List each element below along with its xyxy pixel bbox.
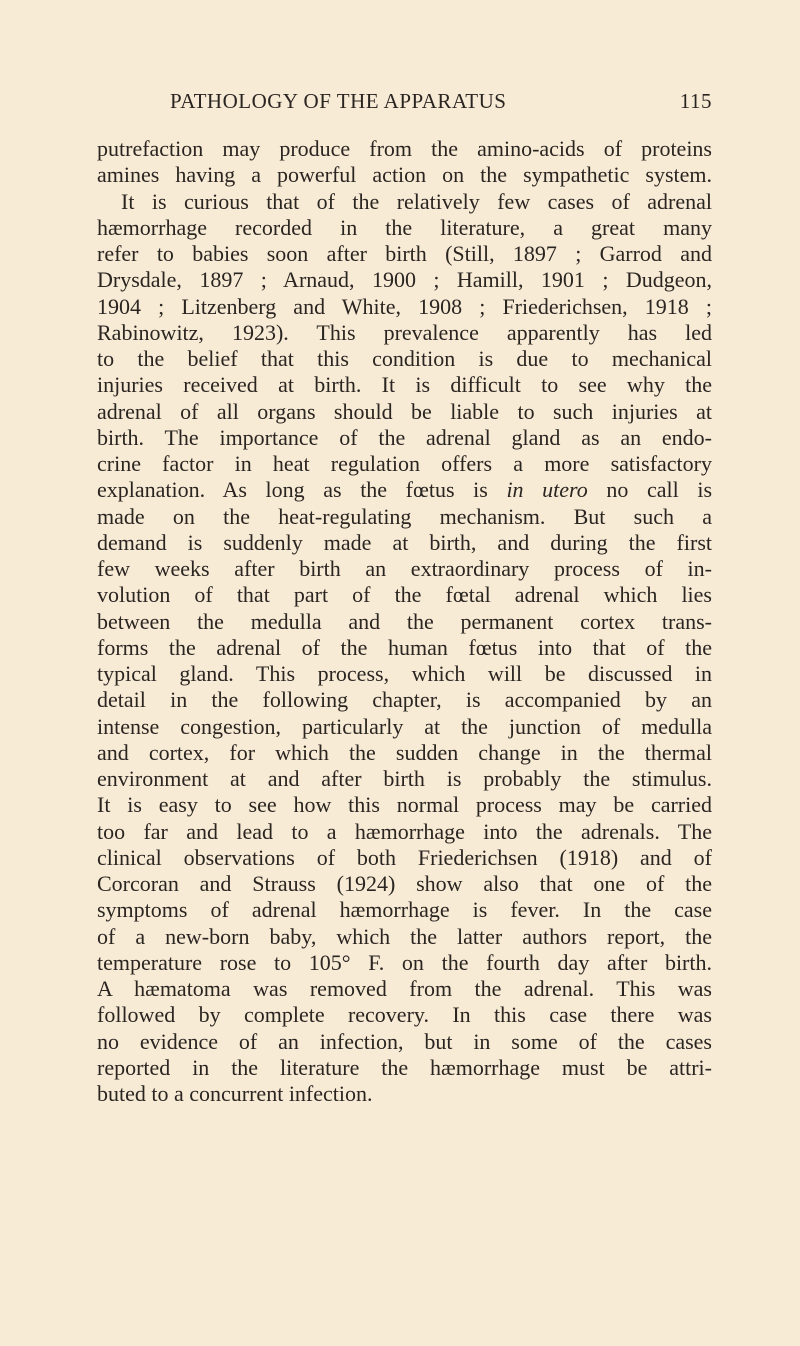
running-header bbox=[97, 89, 712, 117]
text-segment: explanation. As long as the fœtus is bbox=[97, 477, 507, 503]
text-line: Corcoran and Strauss (1924) show also that one of the bbox=[97, 871, 712, 896]
text-line: It is easy to see how this normal process may be carried bbox=[97, 792, 712, 818]
text-line: environment at and after birth is probably the stimulus. bbox=[97, 766, 712, 791]
text-line: no evidence of an infection, but in some of the cases bbox=[97, 1028, 712, 1054]
italic-phrase: in utero bbox=[506, 477, 588, 503]
text-line: too far and lead to a hæmorrhage into the adrenals. The bbox=[97, 818, 712, 844]
text-line: detail in the following chapter, is accompanied by an bbox=[97, 687, 712, 713]
text-line: typical gland. This process, which will be discussed in bbox=[97, 661, 712, 686]
text-segment: no call is bbox=[587, 477, 713, 503]
text-line: Drysdale, 1897 ; Arnaud, 1900 ; Hamill, 1901 ; Dudgeon, bbox=[97, 267, 712, 293]
text-line: few weeks after birth an extraordinary process of in- bbox=[97, 556, 712, 581]
text-line: refer to babies soon after birth (Still, 1897 ; Garrod and bbox=[97, 241, 712, 266]
text-line: followed by complete recovery. In this case there was bbox=[97, 1002, 712, 1028]
text-line: Rabinowitz, 1923). This prevalence apparently has led bbox=[97, 319, 712, 345]
text-line: made on the heat-regulating mechanism. But such a bbox=[97, 503, 712, 529]
text-line: intense congestion, particularly at the junction of medulla bbox=[97, 713, 712, 739]
text-line: symptoms of adrenal hæmorrhage is fever. In the case bbox=[97, 897, 712, 923]
text-line: demand is suddenly made at birth, and during the first bbox=[97, 529, 712, 555]
text-line: reported in the literature the hæmorrhage must be attri- bbox=[97, 1054, 712, 1080]
text-line: clinical observations of both Friederichsen (1918) and of bbox=[97, 844, 712, 870]
page-number: 115 bbox=[679, 89, 712, 113]
text-line: crine factor in heat regulation offers a more satisfactory bbox=[97, 451, 712, 476]
text-line: and cortex, for which the sudden change in the thermal bbox=[97, 739, 712, 765]
text-line: of a new-born baby, which the latter authors report, the bbox=[97, 923, 712, 949]
text-line: buted to a concurrent infection. bbox=[97, 1081, 373, 1106]
text-line: hæmorrhage recorded in the literature, a great many bbox=[97, 214, 712, 240]
body-text bbox=[97, 136, 712, 1107]
text-line: 1904 ; Litzenberg and White, 1908 ; Friederichsen, 1918 ; bbox=[97, 293, 712, 319]
text-line: A hæmatoma was removed from the adrenal. This was bbox=[97, 976, 712, 1001]
text-line: between the medulla and the permanent cortex trans- bbox=[97, 608, 712, 634]
text-line: forms the adrenal of the human fœtus into that of the bbox=[97, 634, 712, 660]
text-line: to the belief that this condition is due to mechanical bbox=[97, 346, 712, 371]
running-title: PATHOLOGY OF THE APPARATUS bbox=[170, 89, 507, 113]
text-line: volution of that part of the fœtal adrenal which lies bbox=[97, 582, 712, 608]
text-line: birth. The importance of the adrenal gland as an endo- bbox=[97, 424, 712, 450]
text-line: adrenal of all organs should be liable to such injuries at bbox=[97, 398, 712, 424]
text-line: putrefaction may produce from the amino-acids of proteins bbox=[97, 136, 712, 161]
text-line: It is curious that of the relatively few cases of adrenal bbox=[121, 188, 712, 214]
text-line: injuries received at birth. It is difficult to see why the bbox=[97, 372, 712, 398]
text-line: amines having a powerful action on the sympathetic system. bbox=[97, 162, 712, 188]
text-line bbox=[97, 477, 712, 503]
text-line: temperature rose to 105° F. on the fourth day after birth. bbox=[97, 949, 712, 975]
